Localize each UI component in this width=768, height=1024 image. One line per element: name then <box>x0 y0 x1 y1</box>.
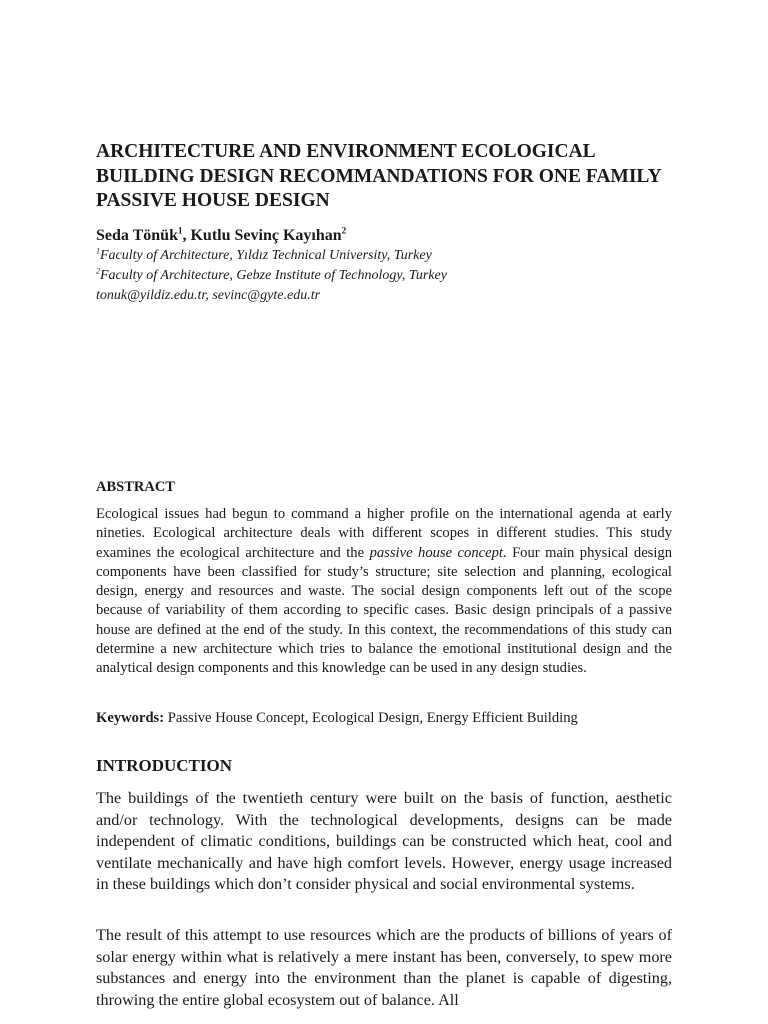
introduction-paragraph: The buildings of the twentieth century were built on the basis of function, aesthetic and/or technology. With the technological developments, designs can be made independent of climatic conditions, buildings can be constructed which heat, cool and ventilate mechanically and have high comfort levels. However, energy usage increased in these buildings which don’t consider physical and social environmental systems. <box>96 789 672 894</box>
author-separator: , <box>182 226 191 244</box>
author-name: Seda Tönük <box>96 226 178 244</box>
abstract-text: . Four main physical design components have been classified for study’s structure; site selection and planning, ecological design, energy and resources and waste. The social design components left out of the scope because of variability of them according to specific cases. Basic design principals of a passive house are defined at the end of the study. In this context, the recommendations of this study can determine a new architecture which tries to balance the emotional institutional design and the analytical design components and this knowledge can be used in any design studies. <box>96 544 673 677</box>
paper-title: ARCHITECTURE AND ENVIRONMENT ECOLOGICAL BUILDING DESIGN RECOMMANDATIONS FOR ONE FAMILY PASSIVE HOUSE DESIGN <box>96 141 662 211</box>
abstract-body <box>96 505 672 679</box>
affiliation-text: Faculty of Architecture, Yıldız Technical University, Turkey <box>100 247 432 263</box>
abstract-text: Ecological issues had begun to command a higher profile on the international agenda at early nineties. Ecological architecture deals with different scopes in different studies. This study examines the ecological architecture and the <box>96 506 672 561</box>
keywords-label: Keywords: <box>96 710 165 726</box>
author-affiliation-mark: 2 <box>341 225 347 236</box>
affiliation-mark: 2 <box>96 265 100 275</box>
paper-page <box>96 140 673 1009</box>
author-line <box>96 226 672 246</box>
affiliation-mark: 1 <box>96 245 100 255</box>
affiliation-text: Faculty of Architecture, Gebze Institute of Technology, Turkey <box>100 267 447 283</box>
keywords-line <box>96 708 672 728</box>
introduction-heading: INTRODUCTION <box>96 756 233 775</box>
affiliation <box>96 246 672 266</box>
introduction-paragraph: The result of this attempt to use resources which are the products of billions of years of solar energy within what is relatively a mere instant has been, conversely, to spew more substances and energy into the environment than the planet is capable of digesting, throwing the entire global ecosystem out of balance. All <box>96 926 672 1009</box>
author-name: Kutlu Sevinç Kayıhan <box>190 226 342 244</box>
abstract-emphasis: passive house concept <box>369 544 503 561</box>
affiliation <box>96 266 672 286</box>
author-emails: tonuk@yildiz.edu.tr, sevinc@gyte.edu.tr <box>96 287 321 303</box>
author-affiliation-mark: 1 <box>177 225 183 236</box>
abstract-heading: ABSTRACT <box>96 479 175 495</box>
keywords-text: Passive House Concept, Ecological Design, Energy Efficient Building <box>164 710 578 726</box>
